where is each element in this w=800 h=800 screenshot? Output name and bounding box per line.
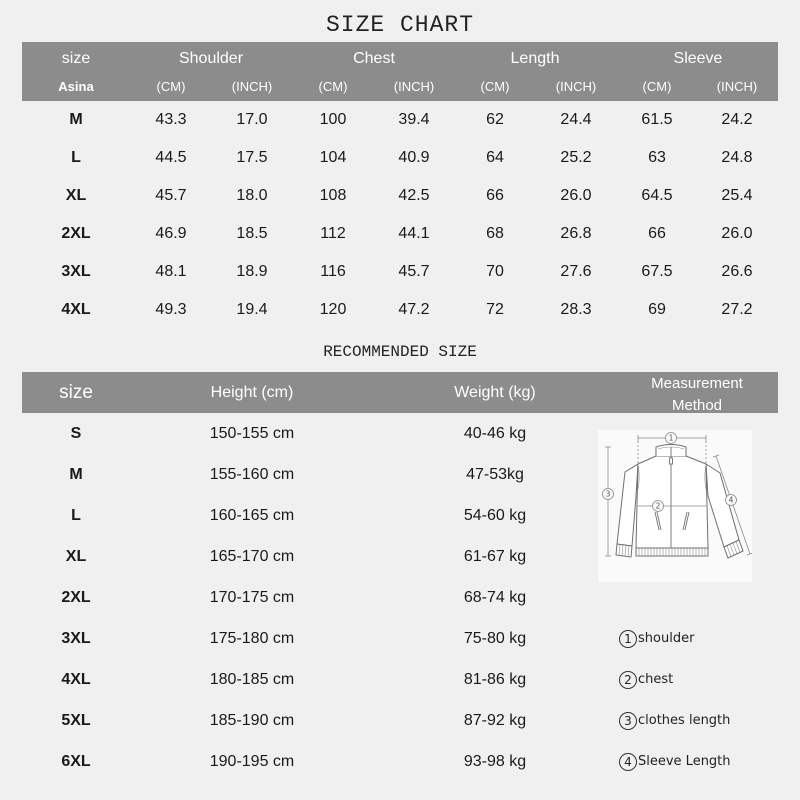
height-cell: 150-155 cm bbox=[209, 425, 295, 442]
sleeve-cm-cell: 63 bbox=[648, 149, 666, 166]
sleeve-inch-cell: 24.8 bbox=[721, 149, 753, 166]
size-cell: XL bbox=[65, 187, 87, 204]
height-cell: 170-175 cm bbox=[209, 589, 295, 606]
header-chest: Chest bbox=[353, 50, 395, 67]
weight-cell: 75-80 kg bbox=[463, 630, 527, 647]
length-inch-cell: 27.6 bbox=[560, 263, 592, 280]
shoulder-inch-cell: 18.0 bbox=[236, 187, 268, 204]
size-cell: 4XL bbox=[61, 301, 91, 318]
shoulder-cm-cell: 46.9 bbox=[155, 225, 187, 242]
sleeve-cm-cell: 69 bbox=[648, 301, 666, 318]
sleeve-inch-cell: 26.6 bbox=[721, 263, 753, 280]
header-height: Height (cm) bbox=[210, 384, 294, 401]
legend-label: chest bbox=[638, 672, 674, 687]
length-cm-cell: 66 bbox=[486, 187, 504, 204]
length-inch-cell: 26.8 bbox=[560, 225, 592, 242]
marker-4-label: 4 bbox=[728, 495, 734, 505]
height-cell: 165-170 cm bbox=[209, 548, 295, 565]
size-cell: 5XL bbox=[61, 712, 91, 729]
shoulder-inch-cell: 18.5 bbox=[236, 225, 268, 242]
unit-label: (INCH) bbox=[231, 79, 273, 94]
size-cell: 2XL bbox=[61, 589, 91, 606]
sleeve-inch-cell: 25.4 bbox=[721, 187, 753, 204]
length-inch-cell: 24.4 bbox=[560, 111, 592, 128]
length-cm-cell: 70 bbox=[486, 263, 504, 280]
measurement-legend bbox=[619, 618, 779, 782]
zipper-pull bbox=[670, 458, 673, 464]
size-chart-row bbox=[22, 253, 778, 291]
unit-label: (CM) bbox=[156, 79, 186, 94]
weight-cell: 61-67 kg bbox=[463, 548, 527, 565]
legend-number: 2 bbox=[619, 671, 637, 689]
marker-3-label: 3 bbox=[605, 489, 611, 499]
size-cell: L bbox=[71, 507, 81, 524]
weight-cell: 87-92 kg bbox=[463, 712, 527, 729]
jacket-measurement-illustration bbox=[598, 430, 752, 582]
size-cell: 3XL bbox=[61, 263, 91, 280]
chest-cm-cell: 100 bbox=[319, 111, 347, 128]
weight-cell: 47-53kg bbox=[466, 466, 524, 483]
height-cell: 160-165 cm bbox=[209, 507, 295, 524]
legend-label: clothes length bbox=[638, 713, 731, 728]
size-cell: 4XL bbox=[61, 671, 91, 688]
size-cell: 2XL bbox=[61, 225, 91, 242]
length-cm-cell: 64 bbox=[486, 149, 504, 166]
legend-item-shoulder bbox=[619, 618, 779, 659]
weight-cell: 68-74 kg bbox=[463, 589, 527, 606]
size-cell: XL bbox=[65, 548, 87, 565]
chest-inch-cell: 42.5 bbox=[398, 187, 430, 204]
unit-label: (INCH) bbox=[716, 79, 758, 94]
size-chart-header-groups bbox=[22, 49, 778, 69]
chest-inch-cell: 39.4 bbox=[398, 111, 430, 128]
height-cell: 175-180 cm bbox=[209, 630, 295, 647]
marker-1-label: 1 bbox=[668, 433, 674, 443]
unit-label: (CM) bbox=[642, 79, 672, 94]
sleeve-inch-cell: 26.0 bbox=[721, 225, 753, 242]
height-cell: 190-195 cm bbox=[209, 753, 295, 770]
right-sleeve bbox=[706, 464, 739, 547]
size-chart-row bbox=[22, 215, 778, 253]
unit-label: (CM) bbox=[480, 79, 510, 94]
header-sleeve: Sleeve bbox=[673, 50, 723, 67]
size-cell: 3XL bbox=[61, 630, 91, 647]
chest-cm-cell: 112 bbox=[320, 225, 346, 242]
shoulder-inch-cell: 17.0 bbox=[236, 111, 268, 128]
legend-number: 3 bbox=[619, 712, 637, 730]
height-cell: 185-190 cm bbox=[209, 712, 295, 729]
chest-cm-cell: 120 bbox=[319, 301, 347, 318]
size-cell: 6XL bbox=[61, 753, 91, 770]
chest-inch-cell: 45.7 bbox=[398, 263, 430, 280]
recommended-row bbox=[22, 577, 778, 618]
jacket-diagram bbox=[598, 430, 752, 582]
jacket-body bbox=[636, 456, 708, 548]
legend-item-sleeve-length bbox=[619, 741, 779, 782]
left-sleeve bbox=[617, 464, 638, 546]
header-region: Asina bbox=[58, 79, 94, 94]
size-cell: M bbox=[69, 111, 83, 128]
header-shoulder: Shoulder bbox=[178, 50, 244, 67]
sleeve-inch-cell: 24.2 bbox=[721, 111, 753, 128]
weight-cell: 93-98 kg bbox=[463, 753, 527, 770]
length-cm-cell: 62 bbox=[486, 111, 504, 128]
weight-cell: 40-46 kg bbox=[463, 425, 527, 442]
header-weight: Weight (kg) bbox=[454, 384, 536, 401]
size-chart-row bbox=[22, 101, 778, 139]
legend-label: shoulder bbox=[638, 631, 695, 646]
length-dimension-line bbox=[605, 447, 611, 556]
size-chart-row bbox=[22, 139, 778, 177]
size-chart-header bbox=[22, 42, 778, 101]
recommended-header bbox=[22, 372, 778, 413]
height-cell: 180-185 cm bbox=[209, 671, 295, 688]
height-cell: 155-160 cm bbox=[209, 466, 295, 483]
legend-number: 4 bbox=[619, 753, 637, 771]
chest-cm-cell: 116 bbox=[320, 263, 346, 280]
shoulder-inch-cell: 17.5 bbox=[236, 149, 268, 166]
shoulder-cm-cell: 48.1 bbox=[155, 263, 187, 280]
section-title: RECOMMENDED SIZE bbox=[323, 343, 477, 361]
unit-label: (INCH) bbox=[555, 79, 597, 94]
shoulder-inch-cell: 19.4 bbox=[236, 301, 268, 318]
legend-label: Sleeve Length bbox=[638, 754, 731, 769]
jacket-outline bbox=[616, 445, 743, 559]
legend-number: 1 bbox=[619, 630, 637, 648]
shoulder-inch-cell: 18.9 bbox=[236, 263, 268, 280]
length-inch-cell: 26.0 bbox=[560, 187, 592, 204]
weight-cell: 81-86 kg bbox=[463, 671, 527, 688]
length-cm-cell: 68 bbox=[486, 225, 504, 242]
header-measurement-method: Measurement Method bbox=[651, 375, 743, 414]
page-title: SIZE CHART bbox=[325, 12, 475, 38]
sleeve-cm-cell: 61.5 bbox=[641, 111, 673, 128]
chest-inch-cell: 44.1 bbox=[398, 225, 430, 242]
unit-label: (INCH) bbox=[393, 79, 435, 94]
sleeve-cm-cell: 67.5 bbox=[641, 263, 673, 280]
sleeve-inch-cell: 27.2 bbox=[721, 301, 753, 318]
shoulder-cm-cell: 49.3 bbox=[155, 301, 187, 318]
size-chart-header-units bbox=[22, 78, 778, 96]
size-cell: S bbox=[70, 425, 82, 442]
chest-cm-cell: 104 bbox=[319, 149, 347, 166]
shoulder-cm-cell: 44.5 bbox=[155, 149, 187, 166]
chest-cm-cell: 108 bbox=[319, 187, 347, 204]
length-inch-cell: 28.3 bbox=[560, 301, 592, 318]
weight-cell: 54-60 kg bbox=[463, 507, 527, 524]
size-chart-row bbox=[22, 177, 778, 215]
size-cell: M bbox=[69, 466, 83, 483]
left-cuff bbox=[616, 544, 632, 557]
marker-2-label: 2 bbox=[655, 501, 661, 511]
chest-inch-cell: 40.9 bbox=[398, 149, 430, 166]
size-cell: L bbox=[71, 149, 81, 166]
shoulder-cm-cell: 45.7 bbox=[155, 187, 187, 204]
sleeve-cm-cell: 66 bbox=[648, 225, 666, 242]
header-length: Length bbox=[510, 50, 560, 67]
size-chart-row bbox=[22, 291, 778, 329]
shoulder-cm-cell: 43.3 bbox=[155, 111, 187, 128]
header-size: size bbox=[59, 382, 93, 403]
header-size: size bbox=[61, 50, 91, 67]
length-inch-cell: 25.2 bbox=[560, 149, 592, 166]
unit-label: (CM) bbox=[318, 79, 348, 94]
legend-item-clothes-length bbox=[619, 700, 779, 741]
sleeve-cm-cell: 64.5 bbox=[641, 187, 673, 204]
legend-item-chest bbox=[619, 659, 779, 700]
chest-inch-cell: 47.2 bbox=[398, 301, 430, 318]
length-cm-cell: 72 bbox=[486, 301, 504, 318]
